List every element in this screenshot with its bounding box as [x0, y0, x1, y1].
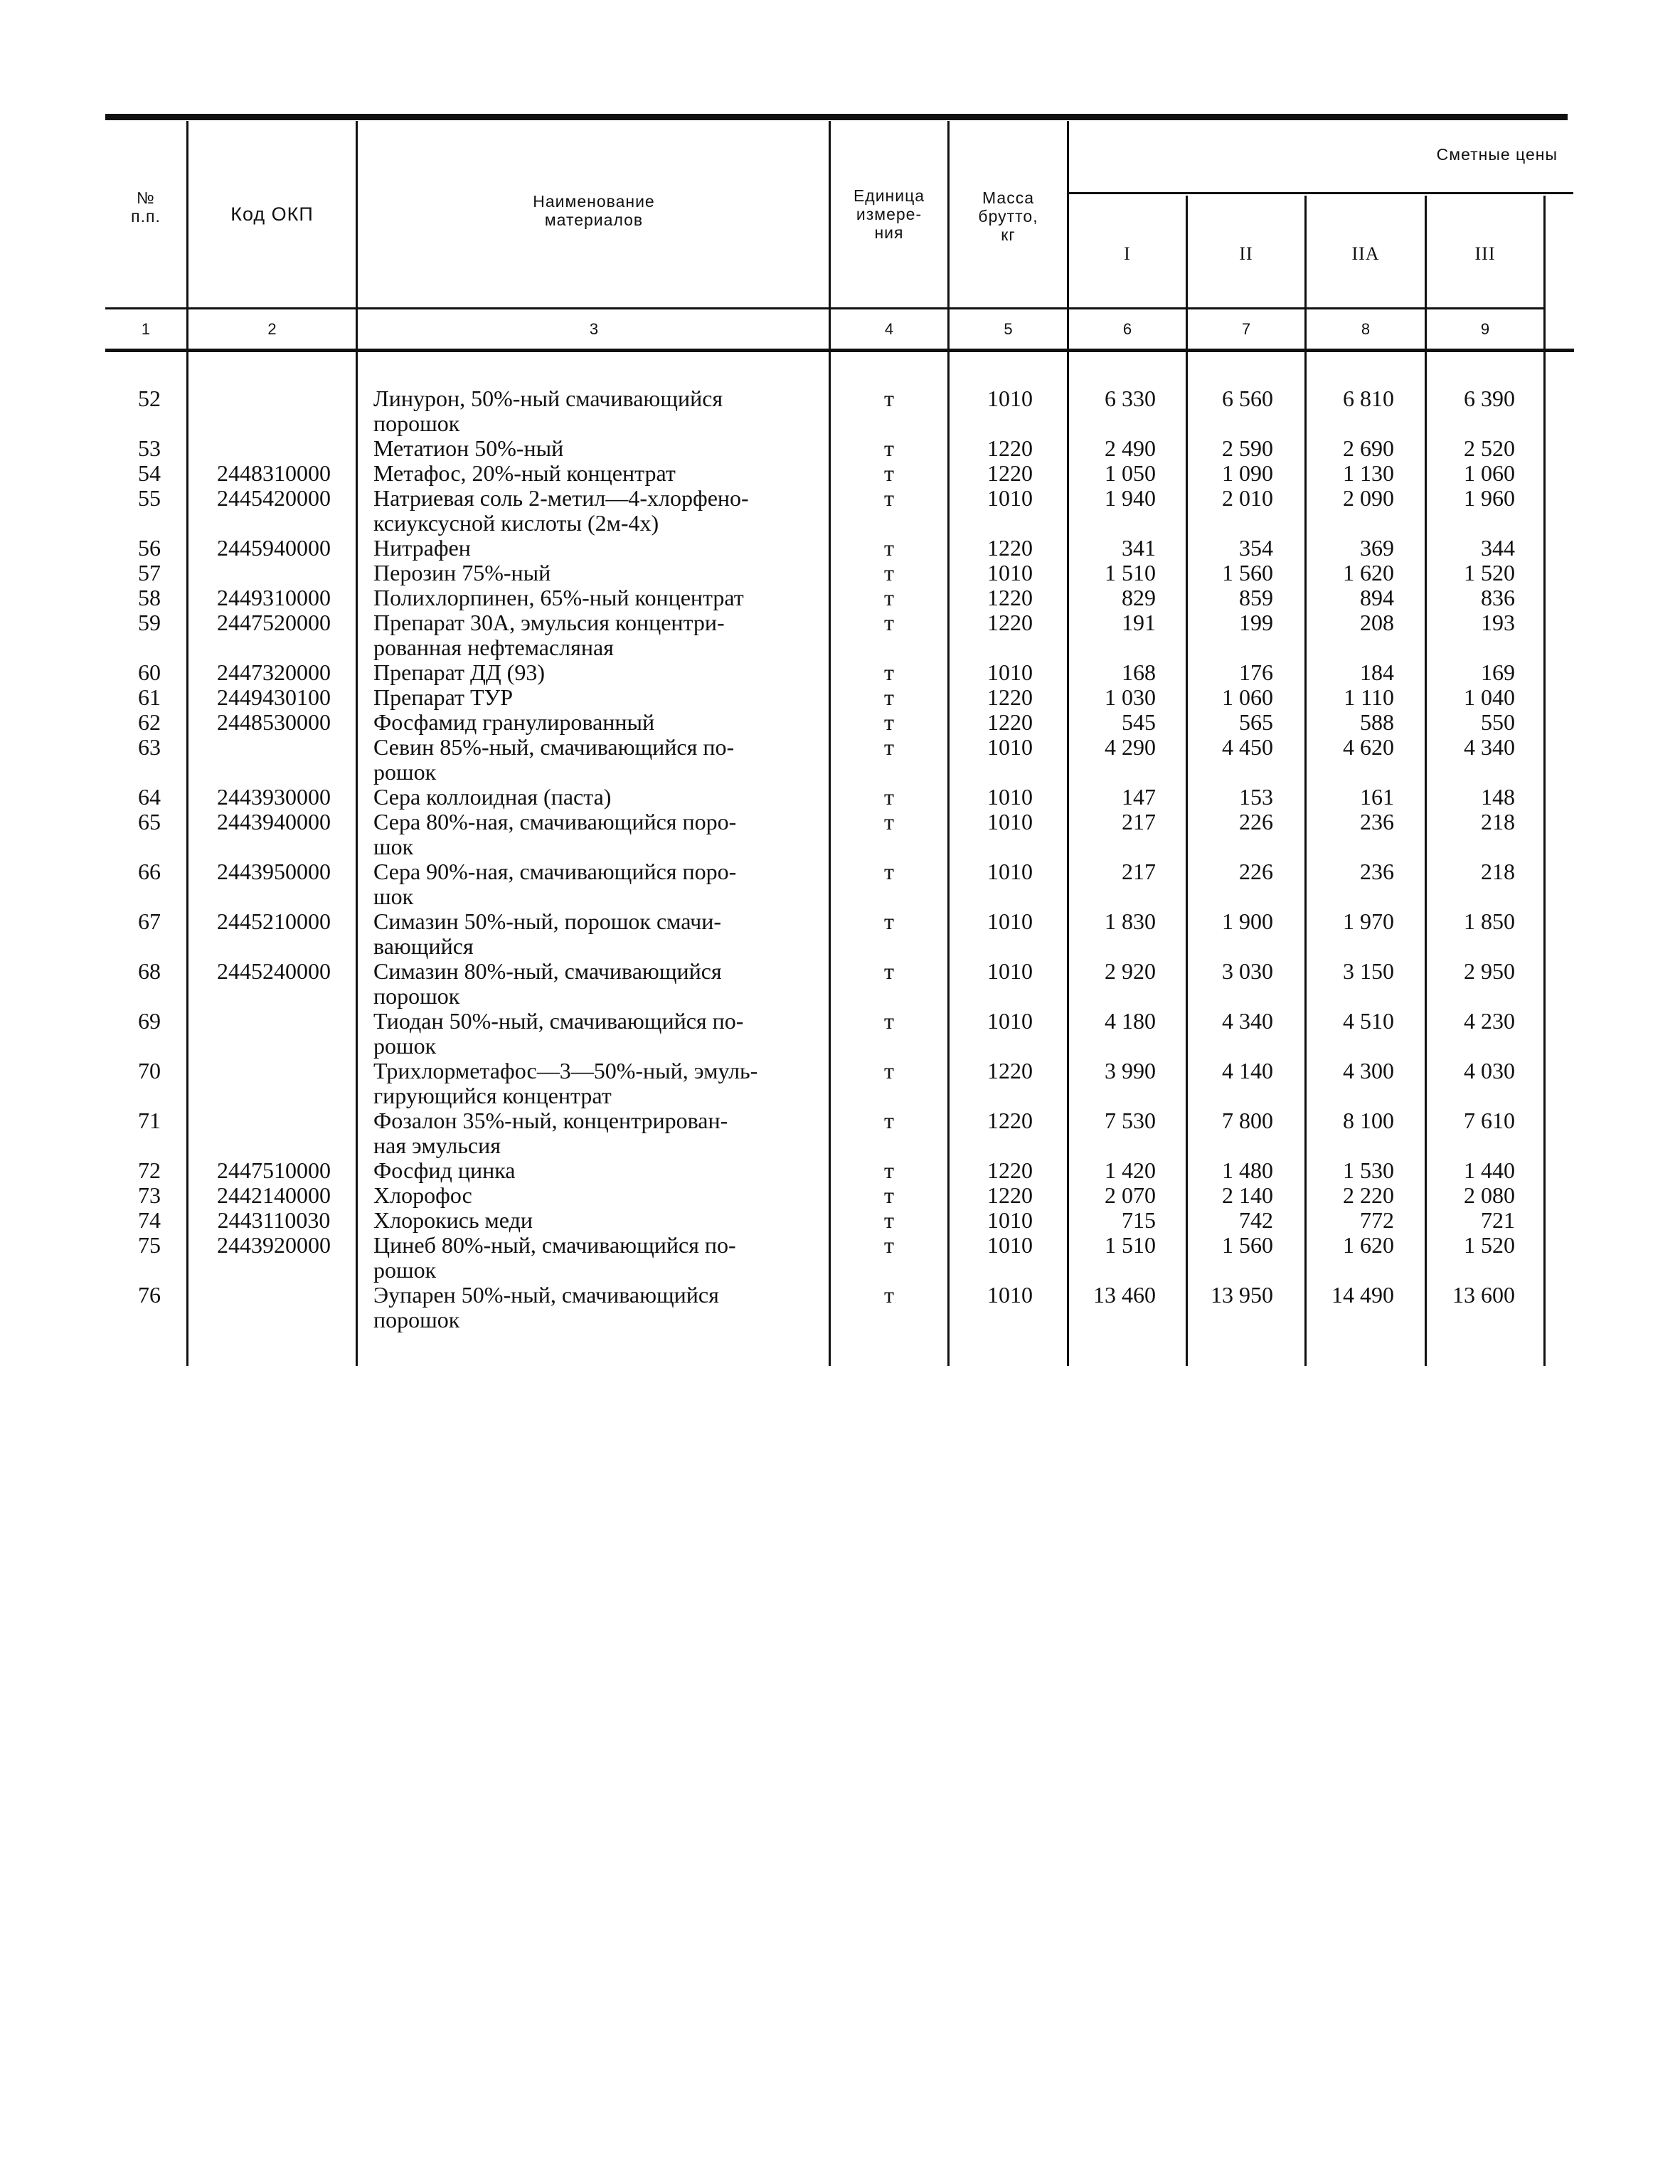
row-mass: 1010 — [987, 560, 1033, 585]
row-price-2: 1 560 — [1222, 560, 1273, 585]
row-material-name-line: Тиодан 50%-ный, смачивающийся по- — [373, 1008, 744, 1034]
row-number: 69 — [138, 1008, 161, 1034]
row-price-4: 4 030 — [1464, 1058, 1515, 1083]
row-number: 60 — [138, 659, 161, 685]
row-material-name-line: Хлорофос — [373, 1182, 472, 1208]
header-prices-group: Сметные цены — [1436, 145, 1558, 164]
row-price-4: 1 440 — [1464, 1157, 1515, 1183]
row-price-3: 4 620 — [1343, 734, 1394, 760]
row-price-1: 1 510 — [1105, 1232, 1156, 1258]
row-unit: т — [884, 535, 894, 561]
row-mass: 1010 — [987, 1207, 1033, 1233]
row-price-1: 715 — [1122, 1207, 1156, 1233]
row-material-name — [373, 710, 832, 735]
row-price-3: 4 510 — [1343, 1008, 1394, 1034]
row-material-name-line: Метафос, 20%-ный концентрат — [373, 460, 676, 486]
row-price-1: 7 530 — [1105, 1108, 1156, 1133]
row-price-1: 545 — [1122, 709, 1156, 735]
row-okp-code: 2448530000 — [217, 709, 331, 735]
row-price-3: 8 100 — [1343, 1108, 1394, 1133]
row-material-name-line: Трихлорметафос—3—50%-ный, эмуль- — [373, 1058, 758, 1083]
row-price-1: 4 290 — [1105, 734, 1156, 760]
row-okp-code: 2443920000 — [217, 1232, 331, 1258]
row-number: 70 — [138, 1058, 161, 1083]
row-okp-code: 2447320000 — [217, 659, 331, 685]
row-number: 53 — [138, 435, 161, 461]
row-mass: 1010 — [987, 386, 1033, 411]
row-number: 65 — [138, 809, 161, 834]
row-number: 75 — [138, 1232, 161, 1258]
row-unit: т — [884, 1157, 894, 1183]
row-price-3: 236 — [1360, 809, 1394, 834]
row-price-3: 14 490 — [1331, 1282, 1394, 1308]
row-mass: 1220 — [987, 435, 1033, 461]
row-material-name — [373, 1233, 832, 1283]
row-material-name — [373, 1158, 832, 1183]
row-material-name-line: Перозин 75%-ный — [373, 560, 551, 585]
row-mass: 1010 — [987, 1282, 1033, 1308]
row-unit: т — [884, 1108, 894, 1133]
row-material-name — [373, 461, 832, 486]
row-material-name-line: Линурон, 50%-ный смачивающийся — [373, 386, 723, 411]
row-price-4: 193 — [1481, 610, 1515, 635]
row-mass: 1220 — [987, 535, 1033, 561]
row-price-4: 836 — [1481, 585, 1515, 610]
row-material-name — [373, 561, 832, 585]
row-unit: т — [884, 709, 894, 735]
row-price-1: 2 490 — [1105, 435, 1156, 461]
row-mass: 1010 — [987, 1232, 1033, 1258]
row-material-name — [373, 909, 832, 959]
row-unit: т — [884, 859, 894, 884]
row-material-name — [373, 685, 832, 710]
row-price-1: 147 — [1122, 784, 1156, 810]
row-number: 72 — [138, 1157, 161, 1183]
row-number: 71 — [138, 1108, 161, 1133]
column-number: 2 — [267, 320, 277, 338]
row-unit: т — [884, 1207, 894, 1233]
row-price-2: 226 — [1239, 809, 1273, 834]
row-material-name — [373, 436, 832, 461]
row-material-name-line: рошок — [373, 759, 437, 785]
row-material-name-line: рованная нефтемасляная — [373, 635, 614, 660]
row-price-3: 1 620 — [1343, 1232, 1394, 1258]
row-price-2: 199 — [1239, 610, 1273, 635]
row-material-name — [373, 1108, 832, 1158]
row-price-4: 7 610 — [1464, 1108, 1515, 1133]
row-material-name-line: Полихлорпинен, 65%-ный концентрат — [373, 585, 744, 610]
row-okp-code: 2447520000 — [217, 610, 331, 635]
row-material-name-line: Препарат ТУР — [373, 684, 513, 710]
row-material-name — [373, 386, 832, 436]
row-price-4: 2 080 — [1464, 1182, 1515, 1208]
row-price-2: 226 — [1239, 859, 1273, 884]
row-mass: 1010 — [987, 659, 1033, 685]
row-material-name-line: Сера 90%-ная, смачивающийся поро- — [373, 859, 737, 884]
header-col-unit: Единица измере- ния — [853, 186, 925, 242]
row-price-2: 3 030 — [1222, 958, 1273, 984]
row-number: 68 — [138, 958, 161, 984]
row-price-4: 1 520 — [1464, 560, 1515, 585]
row-mass: 1010 — [987, 485, 1033, 511]
row-mass: 1220 — [987, 709, 1033, 735]
row-price-3: 4 300 — [1343, 1058, 1394, 1083]
row-material-name-line: вающийся — [373, 933, 474, 959]
row-mass: 1010 — [987, 859, 1033, 884]
row-material-name-line: Сера 80%-ная, смачивающийся поро- — [373, 809, 737, 834]
row-price-1: 1 940 — [1105, 485, 1156, 511]
header-col-mass: Масса брутто, кг — [978, 189, 1038, 244]
row-price-2: 2 590 — [1222, 435, 1273, 461]
row-price-1: 3 990 — [1105, 1058, 1156, 1083]
row-okp-code: 2443110030 — [217, 1207, 331, 1233]
row-price-4: 6 390 — [1464, 386, 1515, 411]
row-unit: т — [884, 1182, 894, 1208]
header-col-name: Наименование материалов — [533, 192, 655, 229]
row-price-4: 218 — [1481, 859, 1515, 884]
row-price-4: 721 — [1481, 1207, 1515, 1233]
row-number: 76 — [138, 1282, 161, 1308]
row-price-4: 1 040 — [1464, 684, 1515, 710]
row-material-name-line: порошок — [373, 1307, 460, 1332]
row-material-name-line: Натриевая соль 2-метил—4-хлорфено- — [373, 485, 749, 511]
row-number: 55 — [138, 485, 161, 511]
row-price-3: 1 620 — [1343, 560, 1394, 585]
row-price-1: 1 420 — [1105, 1157, 1156, 1183]
row-mass: 1220 — [987, 460, 1033, 486]
row-number: 74 — [138, 1207, 161, 1233]
row-unit: т — [884, 485, 894, 511]
row-material-name-line: Фосфид цинка — [373, 1157, 516, 1183]
row-price-3: 2 690 — [1343, 435, 1394, 461]
row-price-4: 2 950 — [1464, 958, 1515, 984]
row-mass: 1220 — [987, 1058, 1033, 1083]
row-material-name — [373, 1009, 832, 1059]
header-price-3: IIA — [1351, 243, 1380, 264]
row-mass: 1010 — [987, 958, 1033, 984]
row-okp-code: 2449430100 — [217, 684, 331, 710]
row-price-2: 2 140 — [1222, 1182, 1273, 1208]
row-okp-code: 2445210000 — [217, 908, 331, 934]
row-material-name-line: Симазин 80%-ный, смачивающийся — [373, 958, 722, 984]
row-price-2: 1 060 — [1222, 684, 1273, 710]
row-price-2: 4 140 — [1222, 1058, 1273, 1083]
header-col-code: Код ОКП — [230, 203, 314, 225]
row-unit: т — [884, 460, 894, 486]
row-mass: 1010 — [987, 734, 1033, 760]
row-material-name-line: Севин 85%-ный, смачивающийся по- — [373, 734, 735, 760]
row-unit: т — [884, 958, 894, 984]
header-col-no: № п.п. — [131, 189, 161, 226]
row-mass: 1220 — [987, 1108, 1033, 1133]
row-price-2: 153 — [1239, 784, 1273, 810]
row-unit: т — [884, 386, 894, 411]
row-material-name-line: Препарат ДД (93) — [373, 659, 545, 685]
row-price-4: 218 — [1481, 809, 1515, 834]
row-price-1: 829 — [1122, 585, 1156, 610]
row-price-2: 742 — [1239, 1207, 1273, 1233]
row-number: 64 — [138, 784, 161, 810]
row-unit: т — [884, 610, 894, 635]
row-material-name — [373, 859, 832, 909]
row-price-4: 4 230 — [1464, 1008, 1515, 1034]
column-divider — [1543, 196, 1546, 1366]
row-number: 57 — [138, 560, 161, 585]
row-price-4: 344 — [1481, 535, 1515, 561]
row-material-name-line: Нитрафен — [373, 535, 471, 561]
row-price-1: 217 — [1122, 809, 1156, 834]
row-okp-code: 2442140000 — [217, 1182, 331, 1208]
row-price-1: 2 920 — [1105, 958, 1156, 984]
header-price-4: III — [1474, 243, 1496, 264]
row-price-3: 1 130 — [1343, 460, 1394, 486]
row-price-3: 208 — [1360, 610, 1394, 635]
row-number: 59 — [138, 610, 161, 635]
row-price-2: 354 — [1239, 535, 1273, 561]
row-price-2: 7 800 — [1222, 1108, 1273, 1133]
row-mass: 1010 — [987, 784, 1033, 810]
row-price-3: 1 970 — [1343, 908, 1394, 934]
row-number: 58 — [138, 585, 161, 610]
row-price-2: 1 560 — [1222, 1232, 1273, 1258]
row-material-name — [373, 1283, 832, 1332]
row-okp-code: 2445240000 — [217, 958, 331, 984]
row-material-name — [373, 785, 832, 810]
row-material-name-line: гирующийся концентрат — [373, 1083, 612, 1108]
column-number: 7 — [1241, 320, 1251, 338]
row-price-1: 341 — [1122, 535, 1156, 561]
row-price-1: 1 030 — [1105, 684, 1156, 710]
row-material-name-line: рошок — [373, 1257, 437, 1283]
row-price-3: 1 530 — [1343, 1157, 1394, 1183]
row-price-1: 2 070 — [1105, 1182, 1156, 1208]
row-material-name-line: Эупарен 50%-ный, смачивающийся — [373, 1282, 719, 1308]
row-material-name-line: Цинеб 80%-ный, смачивающийся по- — [373, 1232, 736, 1258]
row-price-3: 184 — [1360, 659, 1394, 685]
row-price-3: 894 — [1360, 585, 1394, 610]
row-material-name-line: порошок — [373, 983, 460, 1009]
row-material-name — [373, 1059, 832, 1108]
row-material-name — [373, 536, 832, 561]
row-price-2: 13 950 — [1211, 1282, 1273, 1308]
row-material-name-line: Хлорокись меди — [373, 1207, 533, 1233]
row-number: 61 — [138, 684, 161, 710]
row-okp-code: 2443950000 — [217, 859, 331, 884]
row-price-3: 369 — [1360, 535, 1394, 561]
column-number: 6 — [1122, 320, 1132, 338]
row-price-4: 1 960 — [1464, 485, 1515, 511]
column-number: 4 — [884, 320, 894, 338]
row-material-name-line: Препарат 30А, эмульсия концентри- — [373, 610, 725, 635]
row-mass: 1010 — [987, 1008, 1033, 1034]
row-price-3: 236 — [1360, 859, 1394, 884]
row-unit: т — [884, 809, 894, 834]
row-material-name — [373, 735, 832, 785]
row-price-1: 1 830 — [1105, 908, 1156, 934]
row-okp-code: 2445940000 — [217, 535, 331, 561]
header-rule — [105, 307, 1546, 309]
row-price-3: 588 — [1360, 709, 1394, 735]
row-price-2: 4 340 — [1222, 1008, 1273, 1034]
row-price-4: 169 — [1481, 659, 1515, 685]
header-price-1: I — [1124, 243, 1131, 264]
row-number: 56 — [138, 535, 161, 561]
header-price-2: II — [1239, 243, 1253, 264]
row-material-name-line: ксиуксусной кислоты (2м-4х) — [373, 510, 659, 536]
row-price-2: 6 560 — [1222, 386, 1273, 411]
row-unit: т — [884, 908, 894, 934]
row-mass: 1010 — [987, 908, 1033, 934]
row-unit: т — [884, 1232, 894, 1258]
row-material-name-line: ная эмульсия — [373, 1133, 501, 1158]
row-price-3: 2 090 — [1343, 485, 1394, 511]
row-material-name-line: порошок — [373, 410, 460, 436]
column-number: 8 — [1361, 320, 1371, 338]
row-number: 67 — [138, 908, 161, 934]
row-material-name — [373, 810, 832, 859]
row-price-2: 176 — [1239, 659, 1273, 685]
row-price-3: 1 110 — [1344, 684, 1394, 710]
row-material-name-line: Фозалон 35%-ный, концентрирован- — [373, 1108, 728, 1133]
row-okp-code: 2448310000 — [217, 460, 331, 486]
row-price-1: 13 460 — [1093, 1282, 1156, 1308]
row-material-name-line: Сера коллоидная (паста) — [373, 784, 612, 810]
row-number: 63 — [138, 734, 161, 760]
row-price-2: 565 — [1239, 709, 1273, 735]
row-unit: т — [884, 435, 894, 461]
row-okp-code: 2445420000 — [217, 485, 331, 511]
column-number-rule — [105, 349, 1574, 352]
row-number: 62 — [138, 709, 161, 735]
row-mass: 1220 — [987, 1157, 1033, 1183]
row-price-1: 1 510 — [1105, 560, 1156, 585]
row-material-name — [373, 610, 832, 660]
row-price-3: 6 810 — [1343, 386, 1394, 411]
row-price-4: 2 520 — [1464, 435, 1515, 461]
row-number: 52 — [138, 386, 161, 411]
row-material-name — [373, 1183, 832, 1208]
row-number: 73 — [138, 1182, 161, 1208]
row-material-name-line: Фосфамид гранулированный — [373, 709, 655, 735]
row-okp-code: 2447510000 — [217, 1157, 331, 1183]
row-number: 54 — [138, 460, 161, 486]
row-number: 66 — [138, 859, 161, 884]
row-material-name — [373, 486, 832, 536]
row-mass: 1220 — [987, 585, 1033, 610]
column-number: 5 — [1004, 320, 1013, 338]
row-price-4: 1 060 — [1464, 460, 1515, 486]
row-unit: т — [884, 784, 894, 810]
row-price-3: 772 — [1360, 1207, 1394, 1233]
row-unit: т — [884, 560, 894, 585]
row-unit: т — [884, 585, 894, 610]
row-material-name — [373, 585, 832, 610]
column-number: 9 — [1480, 320, 1490, 338]
row-material-name-line: шок — [373, 884, 414, 909]
row-okp-code: 2443940000 — [217, 809, 331, 834]
row-material-name — [373, 959, 832, 1009]
row-price-1: 6 330 — [1105, 386, 1156, 411]
row-material-name — [373, 1208, 832, 1233]
row-price-1: 1 050 — [1105, 460, 1156, 486]
row-price-2: 1 900 — [1222, 908, 1273, 934]
row-price-3: 2 220 — [1343, 1182, 1394, 1208]
row-price-3: 3 150 — [1343, 958, 1394, 984]
row-mass: 1220 — [987, 1182, 1033, 1208]
row-material-name — [373, 660, 832, 685]
row-price-4: 4 340 — [1464, 734, 1515, 760]
row-price-1: 217 — [1122, 859, 1156, 884]
row-price-4: 550 — [1481, 709, 1515, 735]
price-group-rule — [1067, 192, 1573, 194]
column-number: 1 — [141, 320, 151, 338]
row-material-name-line: Симазин 50%-ный, порошок смачи- — [373, 908, 721, 934]
row-material-name-line: Метатион 50%-ный — [373, 435, 564, 461]
row-unit: т — [884, 1282, 894, 1308]
row-mass: 1220 — [987, 610, 1033, 635]
column-number: 3 — [589, 320, 599, 338]
row-price-2: 859 — [1239, 585, 1273, 610]
top-rule — [105, 114, 1568, 120]
row-unit: т — [884, 734, 894, 760]
row-price-3: 161 — [1360, 784, 1394, 810]
row-price-2: 1 090 — [1222, 460, 1273, 486]
column-divider — [1304, 196, 1307, 1366]
row-price-2: 4 450 — [1222, 734, 1273, 760]
row-okp-code: 2443930000 — [217, 784, 331, 810]
row-unit: т — [884, 684, 894, 710]
row-okp-code: 2449310000 — [217, 585, 331, 610]
row-unit: т — [884, 1058, 894, 1083]
row-price-2: 1 480 — [1222, 1157, 1273, 1183]
row-price-4: 1 520 — [1464, 1232, 1515, 1258]
row-material-name-line: шок — [373, 834, 414, 859]
row-price-1: 168 — [1122, 659, 1156, 685]
row-mass: 1220 — [987, 684, 1033, 710]
row-price-4: 148 — [1481, 784, 1515, 810]
row-price-1: 191 — [1122, 610, 1156, 635]
row-price-2: 2 010 — [1222, 485, 1273, 511]
row-unit: т — [884, 1008, 894, 1034]
row-price-1: 4 180 — [1105, 1008, 1156, 1034]
row-unit: т — [884, 659, 894, 685]
row-mass: 1010 — [987, 809, 1033, 834]
row-price-4: 13 600 — [1452, 1282, 1515, 1308]
row-material-name-line: рошок — [373, 1033, 437, 1059]
row-price-4: 1 850 — [1464, 908, 1515, 934]
